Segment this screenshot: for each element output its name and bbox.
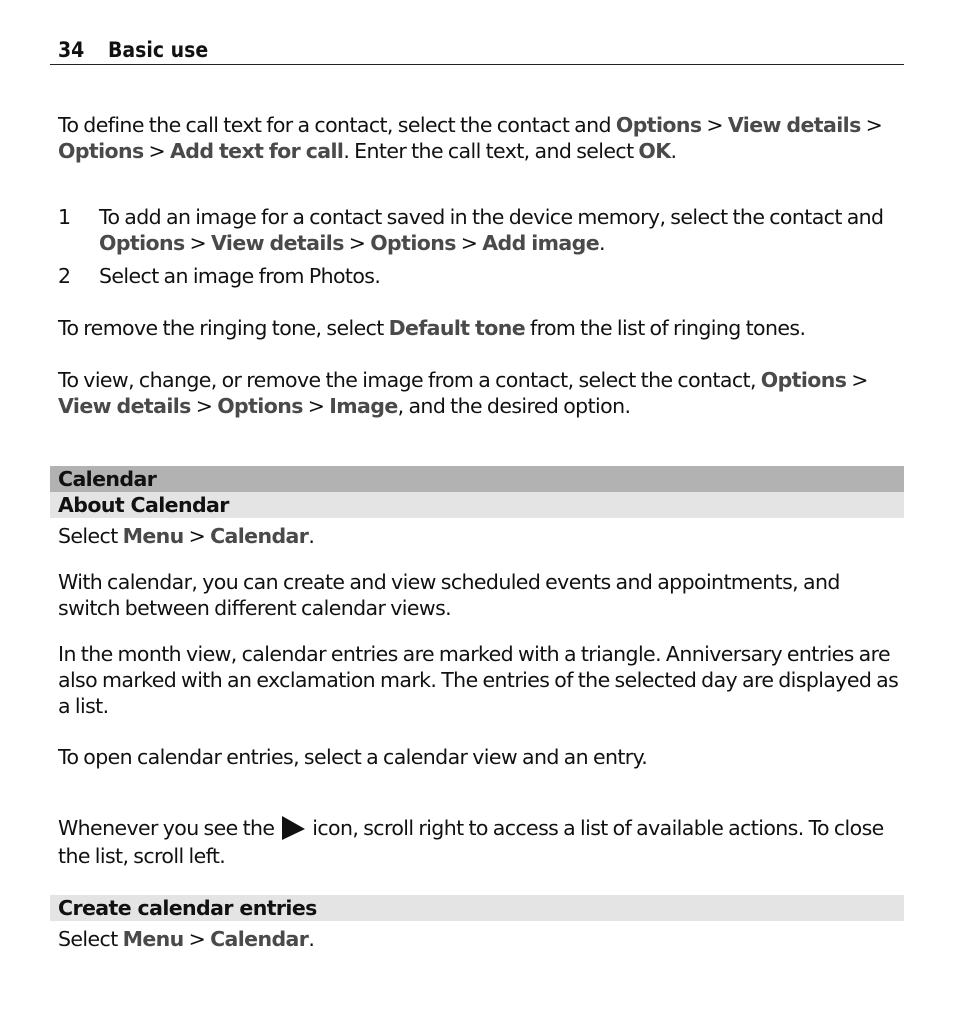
- separator: >: [184, 231, 212, 255]
- keyword-add-image: Add image: [482, 231, 600, 255]
- page-number: 34: [58, 38, 85, 62]
- text: To add an image for a contact saved in the device memory, select the contact and: [99, 205, 884, 229]
- select-menu-paragraph: [58, 523, 904, 549]
- step-number: 1: [58, 205, 71, 229]
- text: .: [670, 139, 677, 163]
- keyword-ok: OK: [638, 139, 671, 163]
- scroll-actions-paragraph: [58, 814, 904, 870]
- page-header: [50, 36, 904, 65]
- text: To view, change, or remove the image from a contact, select the contact,: [58, 368, 761, 392]
- step-text: Select an image from Photos.: [99, 264, 381, 288]
- keyword-options: Options: [58, 139, 144, 163]
- keyword-options: Options: [370, 231, 456, 255]
- list-item-step-2: [58, 263, 904, 289]
- text: Select: [58, 927, 123, 951]
- keyword-menu: Menu: [122, 524, 184, 548]
- separator: >: [302, 394, 330, 418]
- keyword-view-details: View details: [211, 231, 344, 255]
- keyword-view-details: View details: [58, 394, 191, 418]
- list-item-step-1: [58, 204, 904, 256]
- separator: >: [343, 231, 371, 255]
- keyword-calendar: Calendar: [210, 524, 309, 548]
- section-heading-calendar: Calendar: [50, 466, 904, 492]
- separator: >: [860, 113, 883, 137]
- ringtone-paragraph: [58, 315, 904, 341]
- keyword-calendar: Calendar: [210, 927, 309, 951]
- separator: >: [183, 927, 211, 951]
- separator: >: [846, 368, 868, 392]
- keyword-options: Options: [760, 368, 847, 392]
- keyword-default-tone: Default tone: [388, 316, 526, 340]
- keyword-options: Options: [99, 231, 185, 255]
- separator: >: [183, 524, 211, 548]
- select-menu-paragraph: [58, 926, 904, 952]
- step-text: [99, 204, 899, 256]
- subsection-heading-create-entries: Create calendar entries: [50, 895, 904, 921]
- text: . Enter the call text, and select: [343, 139, 639, 163]
- keyword-options: Options: [615, 113, 702, 137]
- separator: >: [190, 394, 218, 418]
- keyword-image: Image: [329, 394, 398, 418]
- calendar-intro-paragraph: With calendar, you can create and view scheduled events and appointments, and switch between different calendar views.: [58, 570, 840, 620]
- subsection-heading-about-calendar: About Calendar: [50, 492, 904, 518]
- open-entries-paragraph: To open calendar entries, select a calendar view and an entry.: [58, 745, 648, 769]
- keyword-view-details: View details: [727, 113, 861, 137]
- keyword-options: Options: [217, 394, 303, 418]
- page-section-title: Basic use: [108, 38, 209, 62]
- separator: >: [143, 139, 171, 163]
- step-number: 2: [58, 264, 71, 288]
- call-text-paragraph: [58, 112, 904, 164]
- text: .: [599, 231, 605, 255]
- text: Whenever you see the: [58, 816, 280, 840]
- right-triangle-icon: [279, 815, 307, 841]
- keyword-add-text-for-call: Add text for call: [170, 139, 344, 163]
- text: To remove the ringing tone, select: [58, 316, 389, 340]
- month-view-paragraph: In the month view, calendar entries are marked with a triangle. Anniversary entries are also marked with an exclamation mark. The entries of the selected day are displayed as a list.: [58, 642, 899, 718]
- separator: >: [701, 113, 728, 137]
- text: .: [308, 927, 315, 951]
- text: from the list of ringing tones.: [525, 316, 806, 340]
- keyword-menu: Menu: [122, 927, 184, 951]
- separator: >: [455, 231, 483, 255]
- text: .: [308, 524, 315, 548]
- text: Select: [58, 524, 123, 548]
- text: , and the desired option.: [397, 394, 631, 418]
- image-paragraph: [58, 367, 904, 419]
- text: To define the call text for a contact, select the contact and: [58, 113, 616, 137]
- text: icon, scroll right to access a list of available actions. To close the list, scroll left.: [58, 816, 884, 868]
